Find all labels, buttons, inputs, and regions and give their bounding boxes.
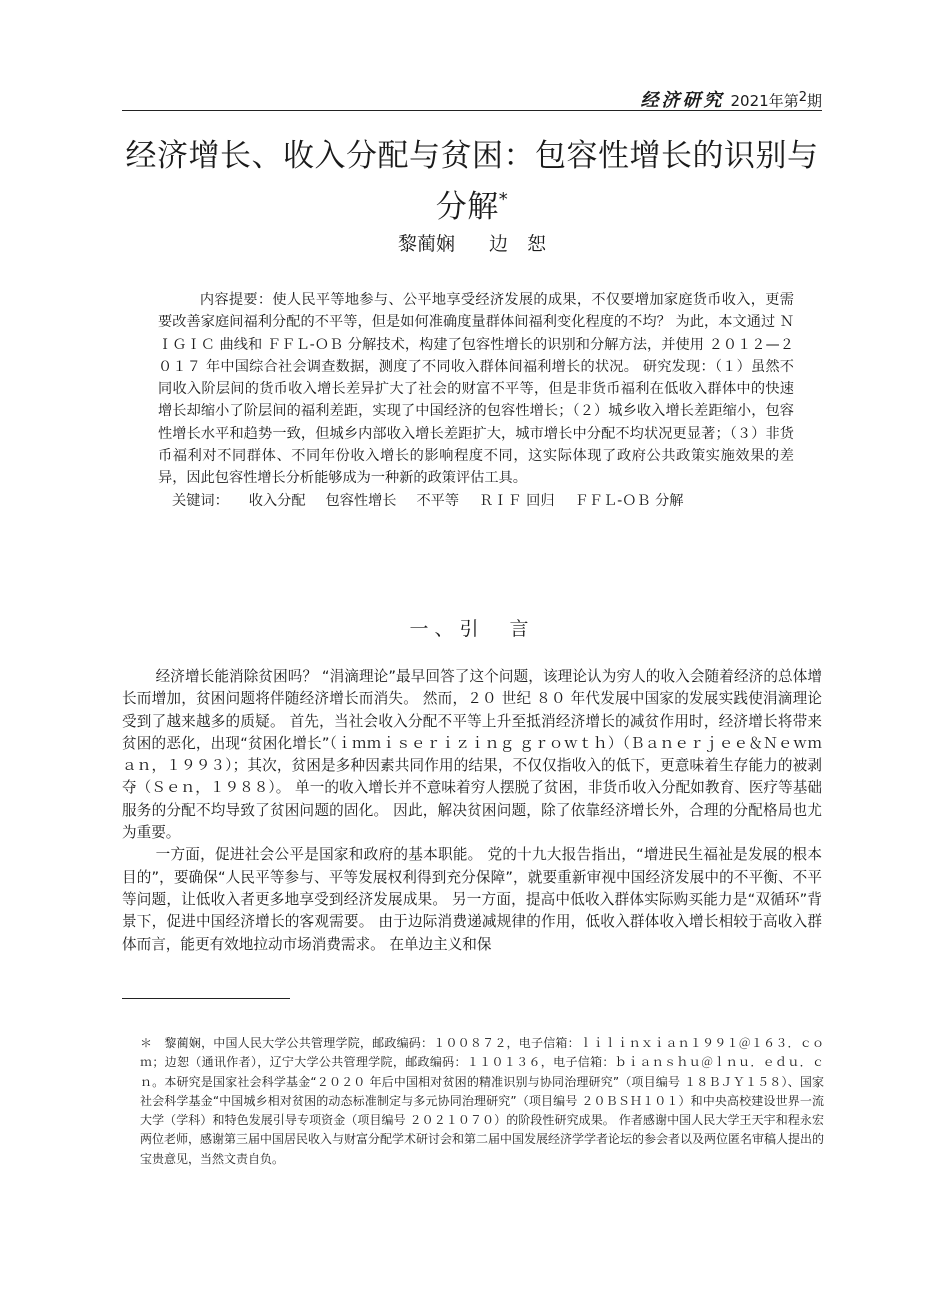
issue-number: 2 bbox=[798, 90, 807, 105]
keyword: 包容性增长 bbox=[325, 492, 397, 509]
abstract-text: 内容提要：使人民平等地参与、公平地享受经济发展的成果，不仅要增加家庭货币收入，更需要改善家庭间福利分配的不平等，但是如何准确度量群体间福利变化程度的不均？ 为此，本文通过 ＮＩＧＩＣ 曲线和 ＦＦＬ-ＯＢ 分解技术，构建了包容性增长的识别和分解方法，并使用 ２０１２—２０１７ 年中国综合社会调查数据，测度了不同收入群体间福利增长的状况。 研究发现：（１）虽然不同收入阶层间的货币收入增长差异扩大了社会的财富不平等，但是非货币福利在低收入群体中的快速增长却缩小了阶层间的福利差距，实现了中国经济的包容性增长；（２）城乡收入增长差距缩小，包容性增长水平和趋势一致，但城乡内部收入增长差距扩大，城市增长中分配不均状况更显著；（３）非货币福利对不同群体、不同年份收入增长的影响程度不同，这实际体现了政府公共政策实施效果的差异，因此包容性增长分析能够成为一种新的政策评估工具。 bbox=[158, 292, 794, 487]
title-footnote-mark: * bbox=[498, 189, 509, 210]
author-name: 黎蔺娴 bbox=[397, 233, 455, 255]
abstract bbox=[158, 289, 794, 512]
section-heading: 一、引 言 bbox=[409, 618, 535, 640]
body-paragraph: 经济增长能消除贫困吗？ “涓滴理论”最早回答了这个问题，该理论认为穷人的收入会随着经济的总体增长而增加，贫困问题将伴随经济增长而消失。 然而，２０ 世纪 ８０ 年代发展中国家的发展实践使涓滴理论受到了越来越多的质疑。 首先，当社会收入分配不平等上升至抵消经济增长的减贫作用时，经济增长将带来贫困的恶化，出现“贫困化增长”（ｉｍｍｉｓｅｒｉｚｉｎｇ ｇｒｏｗｔｈ）（Ｂａｎｅｒｊｅｅ＆Ｎｅｗｍａｎ，１９９３）；其次，贫困是多种因素共同作用的结果，不仅仅指收入的低下，更意味着生存能力的被剥夺（Ｓｅｎ，１９８８）。 单一的收入增长并不意味着穷人摆脱了贫困，非货币收入分配如教育、医疗等基础服务的分配不均导致了贫困问题的固化。 因此，解决贫困问题，除了依靠经济增长外，合理的分配格局也尤为重要。 bbox=[122, 668, 822, 842]
keywords bbox=[158, 490, 794, 512]
footnote-divider bbox=[122, 998, 290, 999]
running-header bbox=[122, 84, 822, 111]
article-title bbox=[122, 134, 822, 229]
issue-suffix: 期 bbox=[806, 92, 822, 110]
issue-year-suffix: 年第 bbox=[768, 92, 799, 110]
keyword: ＲＩＦ 回归 bbox=[479, 492, 555, 509]
keyword: ＦＦＬ-ＯＢ 分解 bbox=[574, 492, 684, 509]
title-text: 经济增长、收入分配与贫困：包容性增长的识别与分解 bbox=[125, 138, 819, 225]
footnote: ＊ 黎蔺娴，中国人民大学公共管理学院，邮政编码：１００８７２，电子信箱：ｌｉｌｉｎｘｉａｎ１９９１＠１６３．ｃｏｍ；边恕（通讯作者），辽宁大学公共管理学院，邮政编码：１１０１３６，电子信箱：ｂｉａｎｓｈｕ＠ｌｎｕ．ｅｄｕ．ｃｎ。本研究是国家社会科学基金“２０２０ 年后中国相对贫困的精准识别与协同治理研究”（项目编号 １８ＢＪＹ１５８）、国家社会科学基金“中国城乡相对贫困的动态标准制定与多元协同治理研究”（项目编号 ２０ＢＳＨ１０１）和中央高校建设世界一流大学（学科）和特色发展引导专项资金（项目编号 ２０２１０７０）的阶段性研究成果。 作者感谢中国人民大学王天宇和程永宏两位老师，感谢第三届中国居民收入与财富分配学术研讨会和第二届中国发展经济学学者论坛的参会者以及两位匿名审稿人提出的宝贵意见，当然文责自负。 bbox=[140, 1036, 825, 1166]
journal-name: 经济研究 bbox=[640, 90, 725, 111]
author-line bbox=[122, 229, 822, 256]
keyword: 不平等 bbox=[416, 492, 460, 509]
journal-issue bbox=[641, 86, 823, 112]
body-paragraph: 一方面，促进社会公平是国家和政府的基本职能。 党的十九大报告指出，“增进民生福祉是发展的根本目的”，要确保“人民平等参与、平等发展权利得到充分保障”，就要重新审视中国经济发展中的不平衡、不平等问题，让低收入者更多地享受到经济发展成果。 另一方面，提高中低收入群体实际购买能力是“双循环”背景下，促进中国经济增长的客观需要。 由于边际消费递减规律的作用，低收入群体收入增长相较于高收入群体而言，能更有效地拉动市场消费需求。 在单边主义和保 bbox=[122, 846, 822, 953]
author-name: 边 恕 bbox=[489, 233, 547, 255]
keywords-label: 关键词： bbox=[172, 492, 229, 509]
keyword: 收入分配 bbox=[248, 492, 306, 509]
body-text bbox=[122, 666, 822, 956]
issue-year: 2021 bbox=[730, 92, 769, 110]
